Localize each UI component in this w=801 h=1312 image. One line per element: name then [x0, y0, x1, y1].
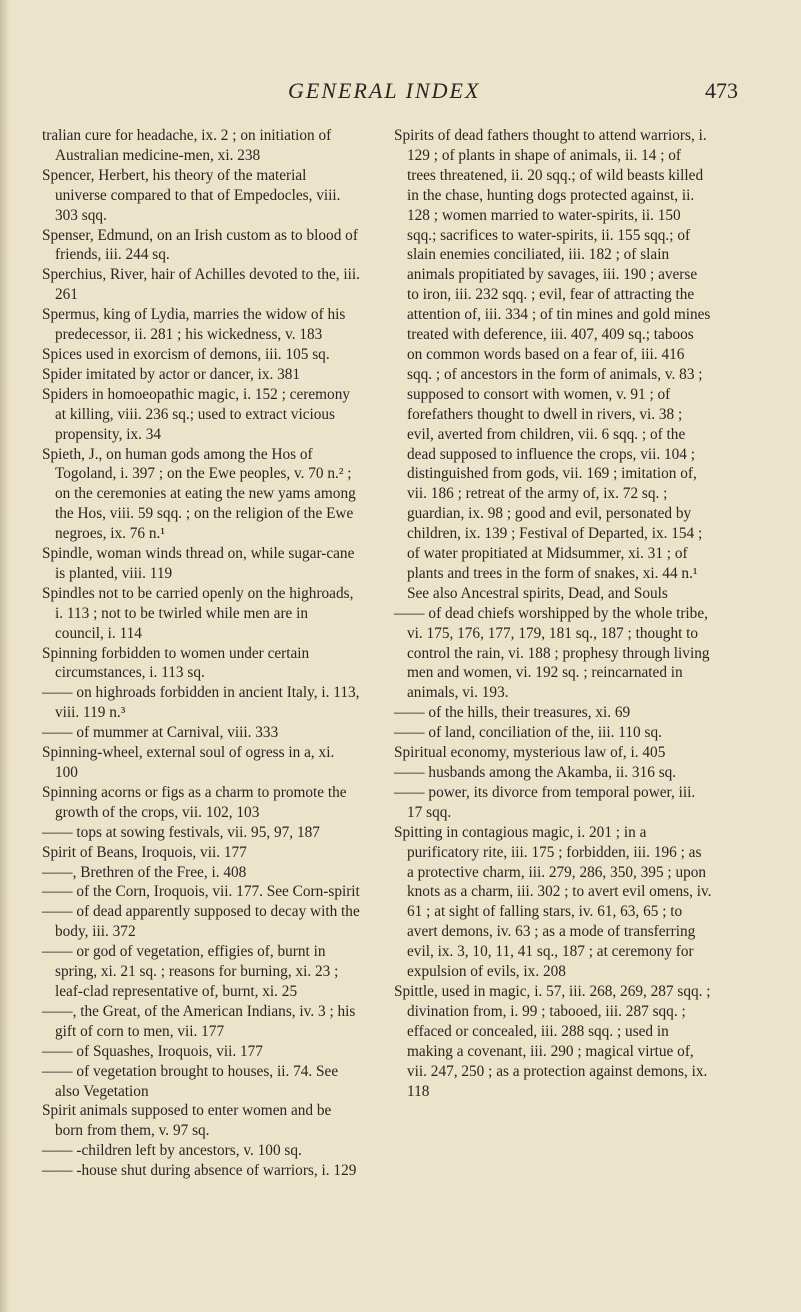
index-entry: Spindles not to be carried openly on the highroads, i. 113 ; not to be twirled while men are in council, i. 114	[42, 584, 354, 642]
index-entry: —— of dead apparently supposed to decay with the body, iii. 372	[42, 903, 360, 941]
index-entry: —— -house shut during absence of warriors, i. 129	[42, 1162, 357, 1180]
index-entry: Spinning acorns or figs as a charm to promote the growth of the crops, vii. 102, 103	[42, 783, 347, 821]
index-entry: Spitting in contagious magic, i. 201 ; in a purificatory rite, iii. 175 ; forbidden, iii. 196 ; as a protective charm, iii. 279, 286, 350, 395 ; upon knots as a charm, iii. 302 ; to avert evil omens, iv. 61 ; at sight of falling stars, iv. 61, 63, 65 ; to avert demons, iv. 63 ; as a mode of transferring evil, ix. 3, 10, 11, 41 sq., 187 ; at ceremony for expulsion of evils, ix. 208	[394, 823, 712, 981]
index-entry: Spirit of Beans, Iroquois, vii. 177	[42, 843, 247, 861]
index-entry: ——, Brethren of the Free, i. 408	[42, 863, 247, 881]
index-entry: —— on highroads forbidden in ancient Italy, i. 113, viii. 119 n.³	[42, 684, 360, 722]
index-entry: Spirits of dead fathers thought to attend warriors, i. 129 ; of plants in shape of animals, ii. 14 ; of trees threatened, ii. 20 sqq.; of wild beasts killed in the chase, hunting dogs protected against, ii. 128 ; women married to water-spirits, ii. 150 sqq.; sacrifices to water-spirits, ii. 155 sqq.; of slain enemies conciliated, iii. 182 ; of slain animals propitiated by savages, iii. 190 ; averse to iron, iii. 232 sqq. ; evil, fear of attracting the attention of, iii. 334 ; of tin mines and gold mines treated with deference, iii. 407, 409 sq.; taboos on common words based on a fear of, iii. 416 sqq. ; of ancestors in the form of animals, v. 83 ; supposed to consort with women, v. 91 ; of forefathers thought to dwell in rivers, vi. 38 ; evil, averted from children, vii. 6 sqq. ; of the dead supposed to influence the crops, vii. 104 ; distinguished from gods, vii. 169 ; imitation of, vii. 186 ; retreat of the army of, ix. 72 sq. ; guardian, ix. 98 ; good and evil, personated by children, ix. 139 ; Festival of Departed, ix. 154 ; of water propitiated at Midsummer, xi. 31 ; of plants and trees in the form of snakes, xi. 44 n.¹ See also Ancestral spirits, Dead, and Souls	[394, 127, 711, 602]
index-entry: —— power, its divorce from temporal power, iii. 17 sqq.	[394, 783, 696, 821]
index-entry: —— of land, conciliation of the, iii. 110 sq.	[394, 724, 662, 742]
left-index-column	[42, 126, 360, 1181]
index-entry: Spieth, J., on human gods among the Hos of Togoland, i. 397 ; on the Ewe peoples, v. 70 n.² ; on the ceremonies at eating the new yams among the Hos, viii. 59 sqq. ; on the religion of the Ewe negroes, ix. 76 n.¹	[42, 445, 356, 543]
page-binding-shadow	[0, 0, 10, 1312]
index-entry: —— of vegetation brought to houses, ii. 74. See also Vegetation	[42, 1062, 339, 1100]
index-entry: Spices used in exorcism of demons, iii. 105 sq.	[42, 345, 330, 363]
index-entry: Spindle, woman winds thread on, while sugar-cane is planted, viii. 119	[42, 545, 355, 582]
right-index-column	[394, 126, 712, 1101]
index-entry: Spittle, used in magic, i. 57, iii. 268, 269, 287 sqq. ; divination from, i. 99 ; tabooed, iii. 287 sqq. ; effaced or concealed, iii. 288 sqq. ; used in making a covenant, iii. 290 ; magical virtue of, vii. 247, 250 ; as a protection against demons, ix. 118	[394, 982, 711, 1100]
index-entry: tralian cure for headache, ix. 2 ; on initiation of Australian medicine-men, xi. 238	[42, 127, 332, 164]
page-number: 473	[705, 78, 738, 103]
index-entry: Spinning forbidden to women under certain circumstances, i. 113 sq.	[42, 644, 310, 682]
index-entry: —— of the hills, their treasures, xi. 69	[394, 704, 631, 722]
index-entry: Spiritual economy, mysterious law of, i. 405	[394, 744, 666, 762]
index-entry: Spinning-wheel, external soul of ogress in a, xi. 100	[42, 744, 335, 781]
index-entry: Spermus, king of Lydia, marries the widow of his predecessor, ii. 281 ; his wickedness, v. 183	[42, 306, 346, 344]
index-entry: —— of Squashes, Iroquois, vii. 177	[42, 1042, 263, 1060]
index-entry: —— -children left by ancestors, v. 100 sq.	[42, 1142, 302, 1160]
index-entry: Spenser, Edmund, on an Irish custom as to blood of friends, iii. 244 sq.	[42, 226, 358, 264]
index-entry: Spencer, Herbert, his theory of the material universe compared to that of Empedocles, viii. 303 sqq.	[42, 166, 341, 224]
index-entry: —— of the Corn, Iroquois, vii. 177. See Corn-spirit	[42, 883, 360, 901]
index-entry: —— husbands among the Akamba, ii. 316 sq.	[394, 764, 677, 781]
index-entry: Sperchius, River, hair of Achilles devoted to the, iii. 261	[42, 266, 361, 304]
index-entry: —— or god of vegetation, effigies of, burnt in spring, xi. 21 sq. ; reasons for burning, xi. 23 ; leaf-clad representative of, burnt, xi. 25	[42, 943, 339, 1000]
index-entry: Spirit animals supposed to enter women and be born from them, v. 97 sq.	[42, 1102, 332, 1140]
index-entry: ——, the Great, of the American Indians, iv. 3 ; his gift of corn to men, vii. 177	[42, 1002, 356, 1040]
page-title: GENERAL INDEX	[288, 78, 481, 103]
index-entry: —— tops at sowing festivals, vii. 95, 97, 187	[42, 823, 320, 841]
index-entry: —— of mummer at Carnival, viii. 333	[42, 724, 279, 742]
index-entry: Spider imitated by actor or dancer, ix. 381	[42, 365, 301, 383]
index-entry: Spiders in homoeopathic magic, i. 152 ; ceremony at killing, viii. 236 sq.; used to extract vicious propensity, ix. 34	[42, 385, 350, 443]
index-entry: —— of dead chiefs worshipped by the whole tribe, vi. 175, 176, 177, 179, 181 sq., 187 ; thought to control the rain, vi. 188 ; prophesy through living men and women, vi. 192 sq. ; reincarnated in animals, vi. 193.	[394, 604, 710, 702]
